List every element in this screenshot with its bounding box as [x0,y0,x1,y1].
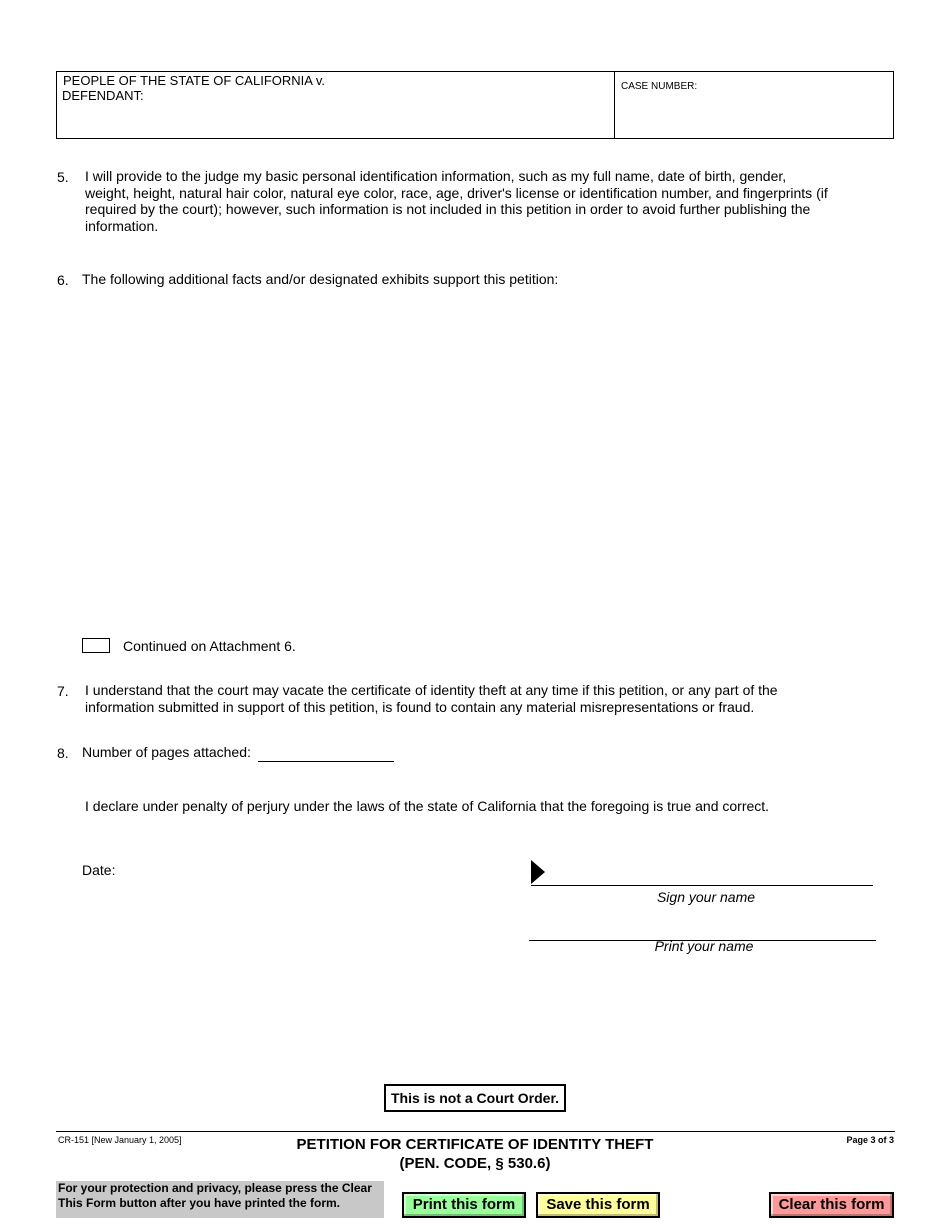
caption-people-label: PEOPLE OF THE STATE OF CALIFORNIA v. [63,73,325,88]
privacy-note-line: This Form button after you have printed the form. [58,1196,341,1210]
save-form-button[interactable]: Save this form [536,1192,660,1218]
footer-divider [56,1131,895,1132]
item-5-text [85,168,885,234]
item-5-line: information. [85,217,159,234]
declaration-text: I declare under penalty of perjury under the laws of the state of California that the foregoing is true and correct. [85,798,770,814]
form-id: CR-151 [New January 1, 2005] [58,1135,182,1145]
clear-form-button[interactable]: Clear this form [769,1192,894,1218]
print-name-caption: Print your name [654,938,754,954]
signature-line [531,866,873,886]
attachment-6-label: Continued on Attachment 6. [123,638,296,654]
form-title [250,1135,700,1173]
item-7-text [85,682,885,715]
caption-defendant-label: DEFENDANT: [62,88,144,103]
form-title-line2: (PEN. CODE, § 530.6) [399,1155,551,1172]
date-field[interactable] [125,858,425,878]
caption-box [56,71,894,139]
print-form-button[interactable]: Print this form [402,1192,526,1218]
not-court-order-notice: This is not a Court Order. [384,1084,566,1112]
item-7-number: 7. [57,683,69,699]
item-6-number: 6. [57,272,69,288]
case-number-label: CASE NUMBER: [621,81,698,92]
sign-name-caption: Sign your name [656,889,756,905]
item-6-facts-field[interactable] [82,292,892,622]
item-7-line: I understand that the court may vacate the certificate of identity theft at any time if this petition, or any part of the [85,682,778,698]
item-5-line: weight, height, natural hair color, natural eye color, race, age, driver's license or identification number, and fingerprints (if [85,184,828,201]
privacy-note [56,1181,384,1218]
item-8-number: 8. [57,745,69,761]
item-5-line: required by the court); however, such information is not included in this petition in order to avoid further publishing the [85,201,811,217]
form-title-line1: PETITION FOR CERTIFICATE OF IDENTITY THEFT [296,1136,654,1153]
date-label: Date: [82,862,116,878]
item-6-text: The following additional facts and/or designated exhibits support this petition: [82,271,559,287]
item-5-line: I will provide to the judge my basic personal identification information, such as my full name, date of birth, gender, [85,168,787,184]
page-number: Page 3 of 3 [846,1135,894,1145]
pages-attached-field[interactable] [258,745,394,762]
item-5-number: 5. [57,169,69,185]
item-7-line: information submitted in support of this petition, is found to contain any material misrepresentations or fraud. [85,698,755,715]
item-8-label: Number of pages attached: [82,744,251,760]
privacy-note-line: For your protection and privacy, please press the Clear [58,1181,372,1195]
caption-parties [57,72,615,138]
attachment-6-checkbox[interactable] [82,638,110,653]
